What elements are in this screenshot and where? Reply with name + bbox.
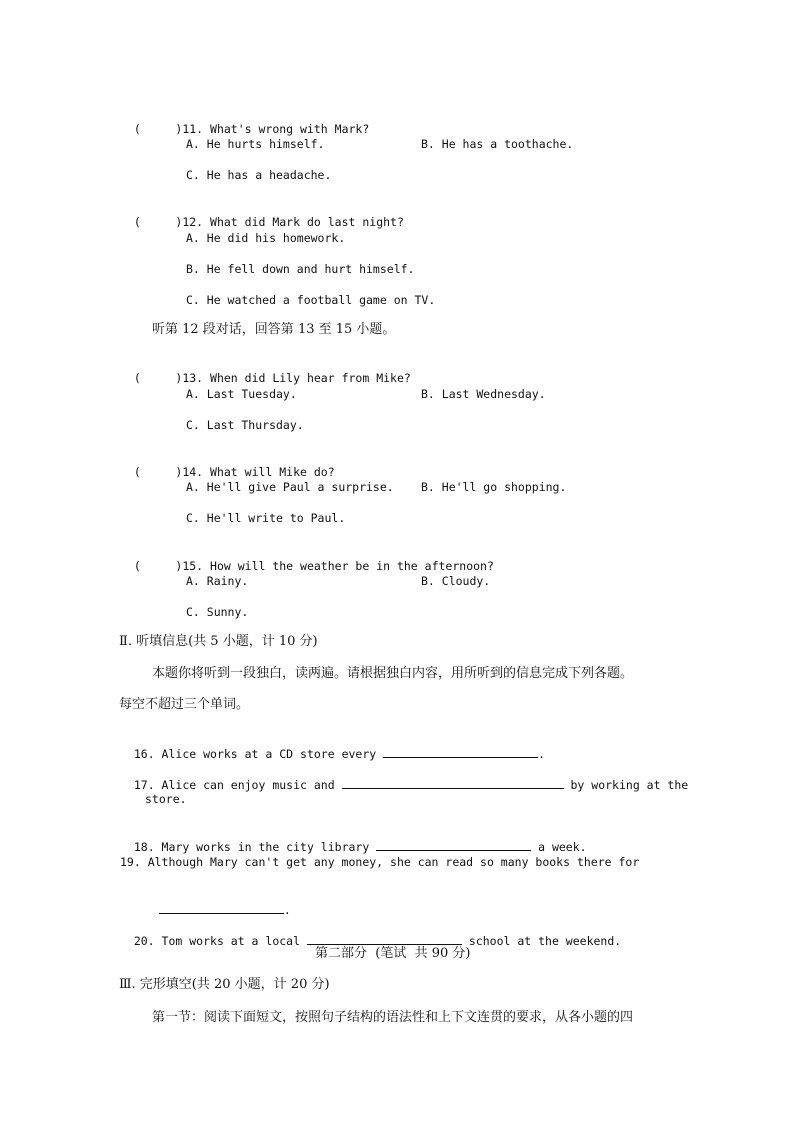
option-a: A. He'll give Paul a surprise. [186, 480, 394, 494]
section-instruction: 本题你将听到一段独白，读两遍。请根据独白内容，用所听到的信息完成下列各题。 [152, 666, 634, 681]
part-title: 第二部分 (笔试 共 90 分) [315, 946, 471, 961]
option-c: C. Sunny. [186, 605, 249, 619]
question-stem: 11. What's wrong with Mark? [182, 122, 370, 136]
option-c: C. He'll write to Paul. [186, 511, 346, 525]
option-c: C. Last Thursday. [186, 418, 304, 432]
option-b: B. He fell down and hurt himself. [186, 262, 415, 276]
question-13 [120, 354, 411, 386]
answer-paren[interactable]: ( ) [133, 122, 183, 136]
answer-blank[interactable] [307, 932, 462, 945]
option-a: A. Last Tuesday. [186, 387, 297, 401]
option-b: B. He'll go shopping. [421, 480, 567, 494]
option-c: C. He watched a football game on TV. [186, 293, 436, 307]
section-title: Ⅲ. 完形填空(共 20 小题，计 20 分) [119, 977, 330, 992]
dialog-instruction: 听第 12 段对话，回答第 13 至 15 小题。 [152, 322, 396, 337]
section-instruction-cont: 每空不超过三个单词。 [119, 697, 250, 712]
section-instruction: 第一节：阅读下面短文，按照句子结构的语法性和上下文连贯的要求，从各小题的四 [152, 1010, 634, 1025]
question-stem: 14. What will Mike do? [182, 465, 335, 479]
option-a: A. He hurts himself. [186, 137, 325, 151]
question-14 [120, 448, 335, 480]
answer-blank[interactable] [159, 901, 284, 914]
option-b: B. He has a toothache. [421, 137, 574, 151]
fill-item-16: 16. Alice works at a CD store every . [133, 747, 546, 761]
question-12 [120, 198, 404, 230]
question-stem: 13. When did Lily hear from Mike? [182, 371, 411, 385]
option-a: A. He did his homework. [186, 231, 346, 245]
fill-item-19-cont: . [145, 885, 291, 918]
answer-paren[interactable]: ( ) [133, 465, 183, 479]
fill-item-20: 20. Tom works at a local school at the weekend. [133, 934, 622, 948]
answer-blank[interactable] [342, 776, 564, 789]
option-b: B. Last Wednesday. [421, 387, 546, 401]
section-title: Ⅱ. 听填信息(共 5 小题，计 10 分) [119, 634, 318, 649]
option-a: A. Rainy. [186, 574, 249, 588]
option-b: B. Cloudy. [421, 574, 491, 588]
question-11 [120, 105, 369, 137]
question-stem: 15. How will the weather be in the afternoon? [182, 559, 494, 573]
question-15 [120, 542, 494, 574]
fill-item-18: 18. Mary works in the city library a week. [133, 840, 587, 854]
question-stem: 12. What did Mark do last night? [182, 215, 404, 229]
option-c: C. He has a headache. [186, 168, 332, 182]
fill-item-17: 17. Alice can enjoy music and by working at the [133, 778, 689, 792]
fill-item-17-cont: store. [145, 792, 187, 806]
answer-paren[interactable]: ( ) [133, 215, 183, 229]
answer-paren[interactable]: ( ) [133, 559, 183, 573]
answer-paren[interactable]: ( ) [133, 371, 183, 385]
answer-blank[interactable] [376, 838, 531, 851]
fill-item-19: 19. Although Mary can't get any money, she can read so many books there for [120, 855, 640, 869]
answer-blank[interactable] [383, 745, 538, 758]
